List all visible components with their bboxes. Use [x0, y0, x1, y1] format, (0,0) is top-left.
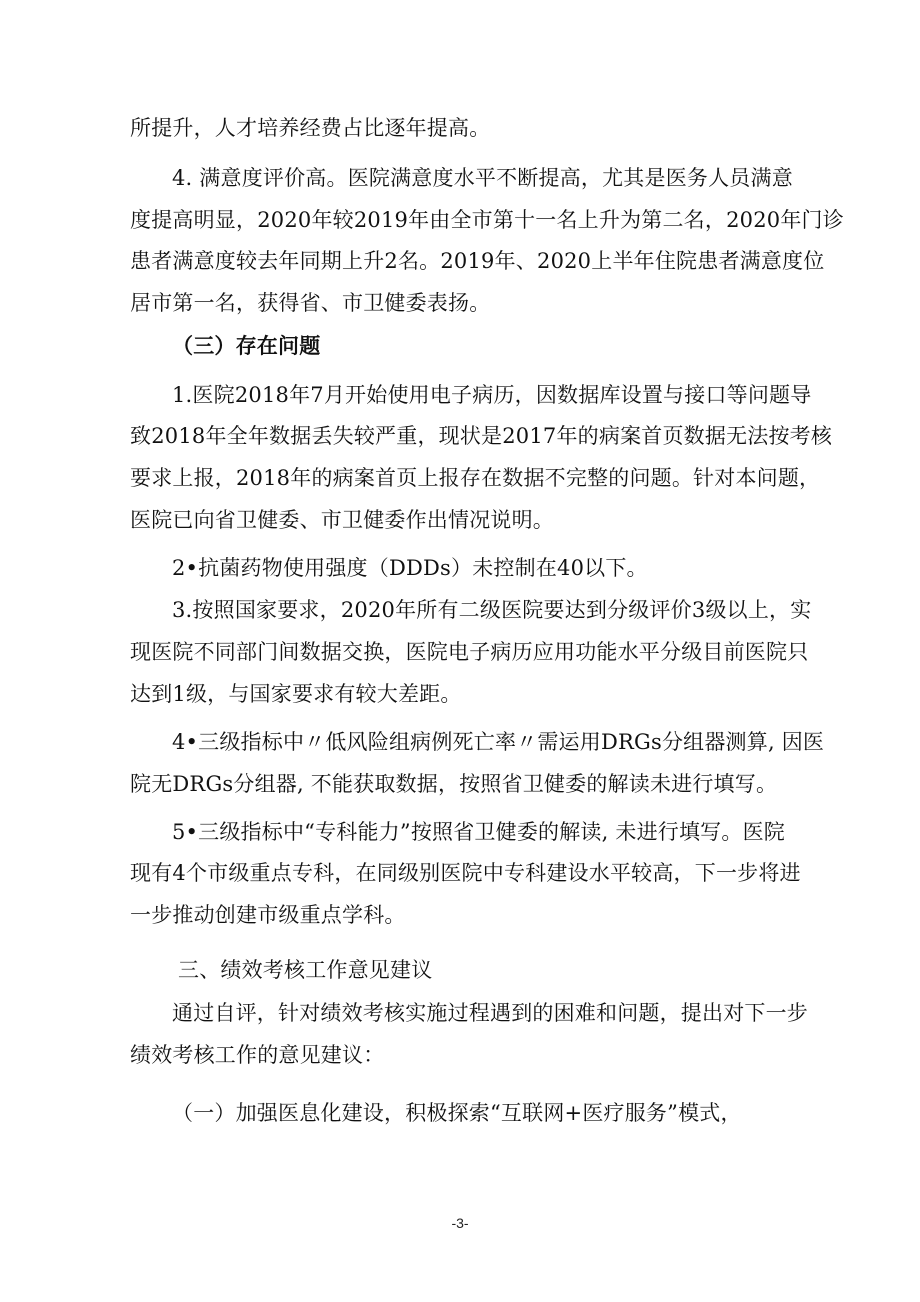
- text-line: 现医院不同部门间数据交换，医院电子病历应用功能水平分级目前医院只: [130, 640, 809, 664]
- section-heading: （三）存在问题: [172, 333, 321, 358]
- text-line: 所提升，人才培养经费占比逐年提高。: [130, 116, 491, 140]
- text-line: 5•三级指标中“专科能力”按照省卫健委的解读, 未进行填写。医院: [172, 820, 785, 844]
- text-line: 致2018年全年数据丢失较严重，现状是2017年的病案首页数据无法按考核: [130, 424, 833, 448]
- page-number: -3-: [451, 1215, 469, 1231]
- text-line: 3.按照国家要求，2020年所有二级医院要达到分级评价3级以上，实: [172, 598, 812, 622]
- text-line: 4•三级指标中〃低风险组病例死亡率〃需运用DRGs分组器测算, 因医: [172, 730, 825, 754]
- section-title: 三、绩效考核工作意见建议: [178, 958, 433, 982]
- text-line: 达到1级，与国家要求有较大差距。: [130, 682, 462, 706]
- text-line: 一步推动创建市级重点学科。: [130, 903, 406, 927]
- text-line: 居市第一名，获得省、市卫健委表扬。: [130, 291, 491, 315]
- text-line: 要求上报，2018年的病案首页上报存在数据不完整的问题。针对本问题，: [130, 466, 821, 490]
- text-line: 现有4个市级重点专科，在同级别医院中专科建设水平较高，下一步将进: [130, 861, 801, 885]
- text-line: （一）加强医息化建设，积极探索“互联网+医疗服务”模式，: [172, 1101, 742, 1125]
- text-line: 度提高明显，2020年较2019年由全市第十一名上升为第二名，2020年门诊: [130, 208, 844, 232]
- text-line: 4. 满意度评价高。医院满意度水平不断提高，尤其是医务人员满意: [172, 166, 793, 190]
- text-line: 通过自评，针对绩效考核实施过程遇到的困难和问题，提出对下一步: [172, 1001, 808, 1025]
- text-line: 绩效考核工作的意见建议：: [130, 1043, 385, 1067]
- text-line: 患者满意度较去年同期上升2名。2019年、2020上半年住院患者满意度位: [130, 249, 825, 273]
- text-line: 1.医院2018年7月开始使用电子病历，因数据库设置与接口等问题导: [172, 383, 812, 407]
- text-line: 医院已向省卫健委、市卫健委作出情况说明。: [130, 508, 554, 532]
- text-line: 院无DRGs分组器, 不能获取数据，按照省卫健委的解读未进行填写。: [130, 772, 778, 796]
- text-line: 2•抗菌药物使用强度（DDDs）未控制在40以下。: [172, 556, 648, 580]
